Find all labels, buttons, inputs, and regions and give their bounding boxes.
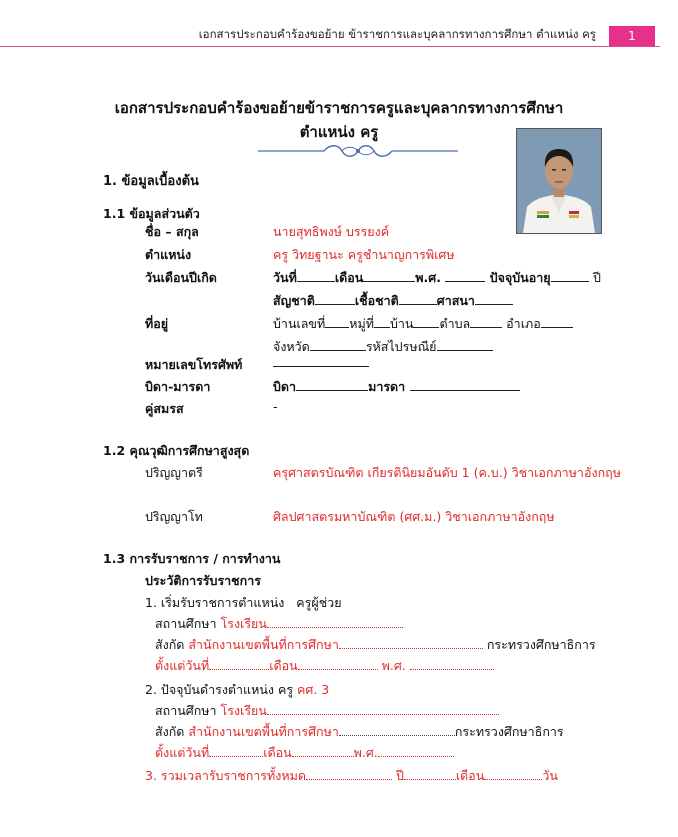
item1-since-year-blank[interactable] — [410, 659, 494, 670]
item2-line — [145, 680, 329, 700]
item2-affil-blank[interactable] — [339, 725, 455, 736]
province-blank[interactable] — [310, 339, 366, 351]
item1-since-month-blank[interactable] — [298, 659, 378, 670]
religion-label: ศาสนา — [436, 293, 475, 308]
age-blank[interactable] — [551, 270, 589, 282]
item3-day-blank[interactable] — [484, 769, 542, 780]
item1-since-day: ตั้งแต่วันที่ — [155, 658, 210, 673]
master-label: ปริญญาโท — [145, 509, 203, 524]
dob-year-blank[interactable] — [445, 270, 485, 282]
item1-school-value: โรงเรียน — [220, 616, 267, 631]
name-value: นายสุทธิพงษ์ บรรยงค์ — [273, 224, 390, 239]
item3-label: 3. รวมเวลารับราชการทั้งหมด — [145, 768, 306, 783]
item2-affil-line — [155, 722, 564, 742]
master-value: ศิลปศาสตรมหาบัณฑิต (ศศ.ม.) วิชาเอกภาษาอังกฤษ — [273, 509, 555, 524]
item1-school-label: สถานศึกษา — [155, 616, 217, 631]
phone-field — [273, 355, 369, 370]
house-no-label: บ้านเลขที่ — [273, 316, 326, 331]
document-title: เอกสารประกอบคำร้องขอย้ายข้าราชการครูและบุคลากรทางการศึกษา — [114, 99, 564, 117]
item2-school-blank[interactable] — [267, 704, 499, 715]
item2-value: คศ. 3 — [297, 682, 330, 697]
nationality-fields — [273, 291, 513, 311]
mother-label: มารดา — [368, 379, 406, 394]
item1-school-line — [155, 614, 403, 634]
address-line2 — [273, 337, 493, 357]
ethnicity-blank[interactable] — [399, 293, 437, 305]
mother-blank[interactable] — [410, 379, 520, 391]
header-rule — [0, 46, 660, 47]
dob-day-label: วันที่ — [273, 270, 297, 285]
item1-affil-value: สำนักงานเขตพื้นที่การศึกษา — [188, 637, 339, 652]
phone-blank[interactable] — [273, 355, 369, 367]
ethnicity-label: เชื้อชาติ — [354, 293, 399, 308]
postcode-blank[interactable] — [437, 339, 493, 351]
nationality-blank[interactable] — [315, 293, 355, 305]
amphoe-label: อำเภอ — [506, 316, 541, 331]
item1-label: 1. เริ่มรับราชการตำแหน่ง — [145, 595, 285, 610]
position-value: ครู วิทยฐานะ ครูชำนาญการพิเศษ — [273, 247, 455, 262]
dob-fields — [273, 268, 601, 288]
item2-since-day-blank[interactable] — [209, 746, 263, 757]
item3-month: เดือน — [455, 768, 485, 783]
tambon-label: ตำบล — [439, 316, 471, 331]
father-label: บิดา — [273, 379, 297, 394]
name-label: ชื่อ – สกุล — [145, 224, 199, 239]
dob-label: วันเดือนปีเกิด — [145, 270, 217, 285]
item2-since-month-blank[interactable] — [292, 746, 354, 757]
parents-label: บิดา-มารดา — [145, 379, 211, 394]
document-subtitle: ตำแหน่ง ครู — [299, 123, 379, 141]
position-label: ตำแหน่ง — [145, 247, 192, 262]
item3-line — [145, 766, 558, 786]
item3-month-blank[interactable] — [404, 769, 456, 780]
subsection-heading-service: 1.3 การรับราชการ / การทำงาน — [103, 551, 281, 566]
item1-affil-blank[interactable] — [339, 638, 483, 649]
item1-line — [145, 593, 342, 613]
father-blank[interactable] — [296, 379, 368, 391]
item2-label: 2. ปัจจุบันดำรงตำแหน่ง ครู — [145, 682, 294, 697]
address-label: ที่อยู่ — [145, 316, 169, 331]
subsection-heading-personal: 1.1 ข้อมูลส่วนตัว — [103, 206, 200, 221]
item2-school-line — [155, 701, 499, 721]
house-no-blank[interactable] — [325, 316, 349, 328]
spouse-value: - — [273, 399, 278, 414]
moo-label: หมู่ที่ — [349, 316, 374, 331]
tambon-blank[interactable] — [470, 316, 502, 328]
section-heading-basic-info: 1. ข้อมูลเบื้องต้น — [103, 174, 199, 189]
item2-since-day: ตั้งแต่วันที่ — [155, 745, 210, 760]
ornament-divider-icon — [258, 142, 458, 160]
dob-month-label: เดือน — [334, 270, 364, 285]
dob-day-blank[interactable] — [297, 270, 335, 282]
service-history-heading: ประวัติการรับราชการ — [145, 573, 261, 588]
item2-affil-value: สำนักงานเขตพื้นที่การศึกษา — [188, 724, 339, 739]
phone-label: หมายเลขโทรศัพท์ — [145, 357, 243, 372]
province-label: จังหวัด — [273, 339, 310, 354]
page-number-badge: 1 — [609, 26, 655, 46]
age-label: ปัจจุบันอายุ — [489, 270, 551, 285]
dob-year-label: พ.ศ. — [415, 270, 441, 285]
item3-day: วัน — [542, 768, 558, 783]
age-unit: ปี — [592, 270, 601, 285]
item1-since-month: เดือน — [269, 658, 298, 673]
item1-affil-line — [155, 635, 596, 655]
nationality-label: สัญชาติ — [273, 293, 315, 308]
item1-since-year: พ.ศ. — [381, 658, 406, 673]
item2-since-line — [155, 743, 454, 763]
dob-month-blank[interactable] — [363, 270, 415, 282]
bachelor-value: ครุศาสตรบัณฑิต เกียรตินิยมอันดับ 1 (ค.บ.) วิชาเอกภาษาอังกฤษ — [273, 465, 621, 480]
item1-since-day-blank[interactable] — [209, 659, 269, 670]
item2-school-label: สถานศึกษา — [155, 703, 217, 718]
address-line1 — [273, 314, 573, 334]
profile-photo — [516, 128, 602, 234]
item1-value: ครูผู้ช่วย — [296, 595, 342, 610]
item2-school-value: โรงเรียน — [220, 703, 267, 718]
bachelor-label: ปริญญาตรี — [145, 465, 203, 480]
subsection-heading-education: 1.2 คุณวุฒิการศึกษาสูงสุด — [103, 443, 250, 458]
parents-fields — [273, 377, 520, 397]
amphoe-blank[interactable] — [541, 316, 573, 328]
spouse-label: คู่สมรส — [145, 401, 184, 416]
running-header: เอกสารประกอบคำร้องขอย้าย ข้าราชการและบุคลากรทางการศึกษา ตำแหน่ง ครู — [198, 27, 596, 41]
item2-since-year-blank[interactable] — [378, 746, 454, 757]
item1-school-blank[interactable] — [267, 617, 403, 628]
item2-since-year: พ.ศ. — [353, 745, 378, 760]
religion-blank[interactable] — [475, 293, 513, 305]
item2-since-month: เดือน — [263, 745, 292, 760]
item3-year: ปี — [395, 768, 404, 783]
item2-affil-label: สังกัด — [155, 724, 185, 739]
item2-ministry: กระทรวงศึกษาธิการ — [454, 724, 564, 739]
item3-year-blank[interactable] — [306, 769, 392, 780]
postcode-label: รหัสไปรษณีย์ — [365, 339, 437, 354]
item1-affil-label: สังกัด — [155, 637, 185, 652]
village-label: บ้าน — [389, 316, 414, 331]
item1-ministry: กระทรวงศึกษาธิการ — [486, 637, 596, 652]
moo-blank[interactable] — [374, 316, 390, 328]
item1-since-line — [155, 656, 494, 676]
village-blank[interactable] — [413, 316, 439, 328]
